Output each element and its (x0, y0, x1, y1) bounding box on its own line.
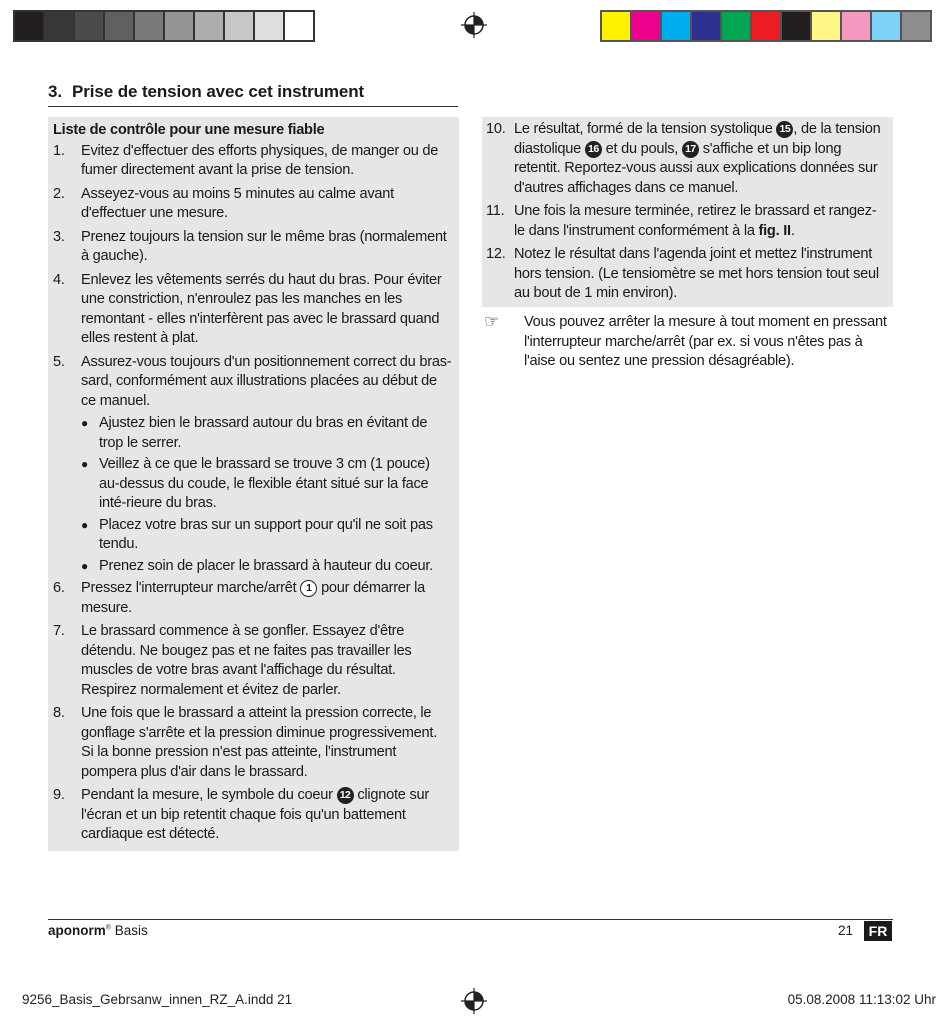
grayscale-swatch (225, 12, 255, 40)
item-number: 11. (486, 203, 505, 219)
section-title (48, 82, 458, 107)
color-calibration-bar (600, 10, 932, 42)
color-swatch (782, 12, 812, 40)
color-swatch (752, 12, 782, 40)
bullet-item (81, 516, 453, 555)
item-number: 2. (53, 185, 65, 202)
list-item (53, 786, 453, 845)
hint-text: Vous pouvez arrêter la mesure à tout moment en pressant l'interrupteur marche/arrêt (par ex. si vous n'êtes pas à l'aise ou sentez une pression désagréable). (524, 314, 887, 369)
item-text: Prenez toujours la tension sur le même bras (normalement à gauche). (81, 228, 447, 264)
item-number: 3. (53, 228, 65, 245)
item-text: Assurez-vous toujours d'un positionnement correct du bras-sard, conformément aux illustrations placées au début de ce manuel. (81, 353, 452, 409)
list-item (53, 142, 453, 181)
item-number: 8. (53, 705, 65, 721)
bullet-dot-icon: ● (81, 416, 88, 430)
color-swatch (812, 12, 842, 40)
bullet-text: Placez votre bras sur un support pour qu'il ne soit pas tendu. (99, 516, 433, 552)
list-item (53, 271, 453, 349)
list-item (486, 202, 885, 241)
item-text: Notez le résultat dans l'agenda joint et mettez l'instrument hors tension. (Le tensiomètre se met hors tension tout seul au bout de 1 min environ). (514, 246, 879, 301)
bullet-text: Ajustez bien le brassard autour du bras en évitant de trop le serrer. (99, 415, 428, 451)
color-swatch (842, 12, 872, 40)
grayscale-calibration-bar (13, 10, 315, 42)
list-item (53, 228, 453, 267)
item-text-part: clignote sur l'écran et un bip retentit chaque fois qu'un battement cardiaque est détecté. (81, 787, 429, 842)
section-number: 3. (48, 82, 62, 101)
slug-filename: 9256_Basis_Gebrsanw_innen_RZ_A.indd 21 (22, 992, 293, 1007)
item-text: Evitez d'effectuer des efforts physiques, de manger ou de fumer directement avant la prise de tension. (81, 142, 439, 178)
item-number: 6. (53, 580, 65, 596)
grayscale-swatch (165, 12, 195, 40)
grayscale-swatch (45, 12, 75, 40)
bullet-text: Veillez à ce que le brassard se trouve 3 cm (1 pouce) au-dessus du coude, le flexible étant situé sur la face inté-rieure du bras. (99, 456, 430, 511)
grayscale-swatch (135, 12, 165, 40)
grayscale-swatch (105, 12, 135, 40)
grayscale-swatch (255, 12, 285, 40)
bullet-dot-icon: ● (81, 517, 88, 532)
slug-timestamp: 05.08.2008 11:13:02 Uhr (787, 992, 936, 1007)
color-swatch (692, 12, 722, 40)
list-item (53, 353, 453, 412)
item-text-part: Pendant la mesure, le symbole du coeur (81, 787, 337, 803)
registered-mark: ® (105, 924, 111, 932)
item-text-part: Le résultat, formé de la tension systolique (514, 121, 777, 137)
color-swatch (902, 12, 930, 40)
item-number: 10. (486, 121, 506, 137)
item-text (514, 202, 885, 241)
checklist-box-left (48, 117, 459, 851)
bullet-item (81, 455, 453, 514)
footer-divider (48, 919, 893, 920)
grayscale-swatch (15, 12, 45, 40)
grayscale-swatch (195, 12, 225, 40)
footer-brand (48, 923, 148, 938)
item-text-part: . (790, 222, 795, 239)
item-number: 5. (53, 353, 65, 370)
item-text-part: et du pouls, (601, 140, 682, 157)
list-item (486, 245, 885, 304)
list-item (486, 120, 885, 198)
pointing-hand-icon: ☞ (484, 312, 499, 331)
crosshair-registration-icon (461, 12, 487, 38)
figure-reference: fig. II (758, 222, 791, 239)
brand-name: aponorm (48, 923, 106, 938)
item-text-part: pour démarrer la mesure. (81, 580, 425, 616)
item-text (514, 120, 885, 198)
item-text: Le brassard commence à se gonfler. Essayez d'être détendu. Ne bougez pas et ne faites pas travailler les muscles de votre bras avant l'affichage du résultat. Respirez normalement et évitez de parler. (81, 623, 412, 698)
color-swatch (602, 12, 632, 40)
hint-note (484, 313, 893, 372)
color-swatch (872, 12, 902, 40)
color-swatch (722, 12, 752, 40)
list-item (53, 185, 453, 224)
item-number: 12. (486, 246, 506, 262)
list-item (53, 704, 453, 782)
item-text: Asseyez-vous au moins 5 minutes au calme avant d'effectuer une mesure. (81, 185, 394, 221)
item-text: Une fois que le brassard a atteint la pression correcte, le gonflage s'arrête et la pression diminue progressivement. Si la bonne pression n'est pas atteinte, l'instrument pompera plus d'air dans le brassard. (81, 705, 438, 780)
language-badge: FR (864, 921, 892, 941)
section-title-text: Prise de tension avec cet instrument (71, 82, 365, 101)
item-text-part: Une fois la mesure terminée, retirez le brassard et rangez-le dans l'instrument conformément à la (514, 203, 877, 239)
figure-ref-badge: 12 (337, 787, 354, 804)
bullet-dot-icon: ● (81, 558, 88, 573)
model-name: Basis (110, 923, 148, 938)
figure-ref-badge: 15 (776, 121, 793, 138)
color-swatch (632, 12, 662, 40)
item-text-part: Pressez l'interrupteur marche/arrêt (81, 580, 301, 596)
page-number: 21 (838, 923, 854, 938)
figure-ref-badge: 16 (585, 141, 602, 158)
grayscale-swatch (75, 12, 105, 40)
item-text (81, 786, 453, 845)
checklist-box-right (482, 117, 893, 307)
item-number: 4. (53, 271, 65, 288)
bullet-item (81, 414, 453, 453)
item-text-part: , de la tension diastolique (514, 121, 881, 157)
color-swatch (662, 12, 692, 40)
grayscale-swatch (285, 12, 313, 40)
figure-ref-badge: 1 (300, 580, 317, 597)
figure-ref-badge: 17 (682, 141, 699, 158)
list-item (53, 579, 453, 618)
crosshair-registration-icon (461, 988, 487, 1014)
list-item (53, 622, 453, 700)
item-text: Enlevez les vêtements serrés du haut du bras. Pour éviter une constriction, n'enroulez pas les manches en les remontant - elles n'interfèrent pas avec le brassard quand elles restent à plat. (81, 271, 442, 346)
item-number: 7. (53, 623, 65, 639)
bullet-list (81, 414, 453, 576)
item-number: 9. (53, 787, 65, 803)
item-number: 1. (53, 142, 65, 159)
bullet-dot-icon: ● (81, 457, 88, 471)
item-text (81, 579, 453, 618)
bullet-item (81, 557, 453, 577)
item-text-part: s'affiche et un bip long retentit. Reportez-vous aussi aux explications données sur d'autres affichages dans ce manuel. (514, 140, 878, 196)
checklist-heading: Liste de contrôle pour une mesure fiable (53, 122, 325, 138)
bullet-text: Prenez soin de placer le brassard à hauteur du coeur. (99, 557, 433, 574)
